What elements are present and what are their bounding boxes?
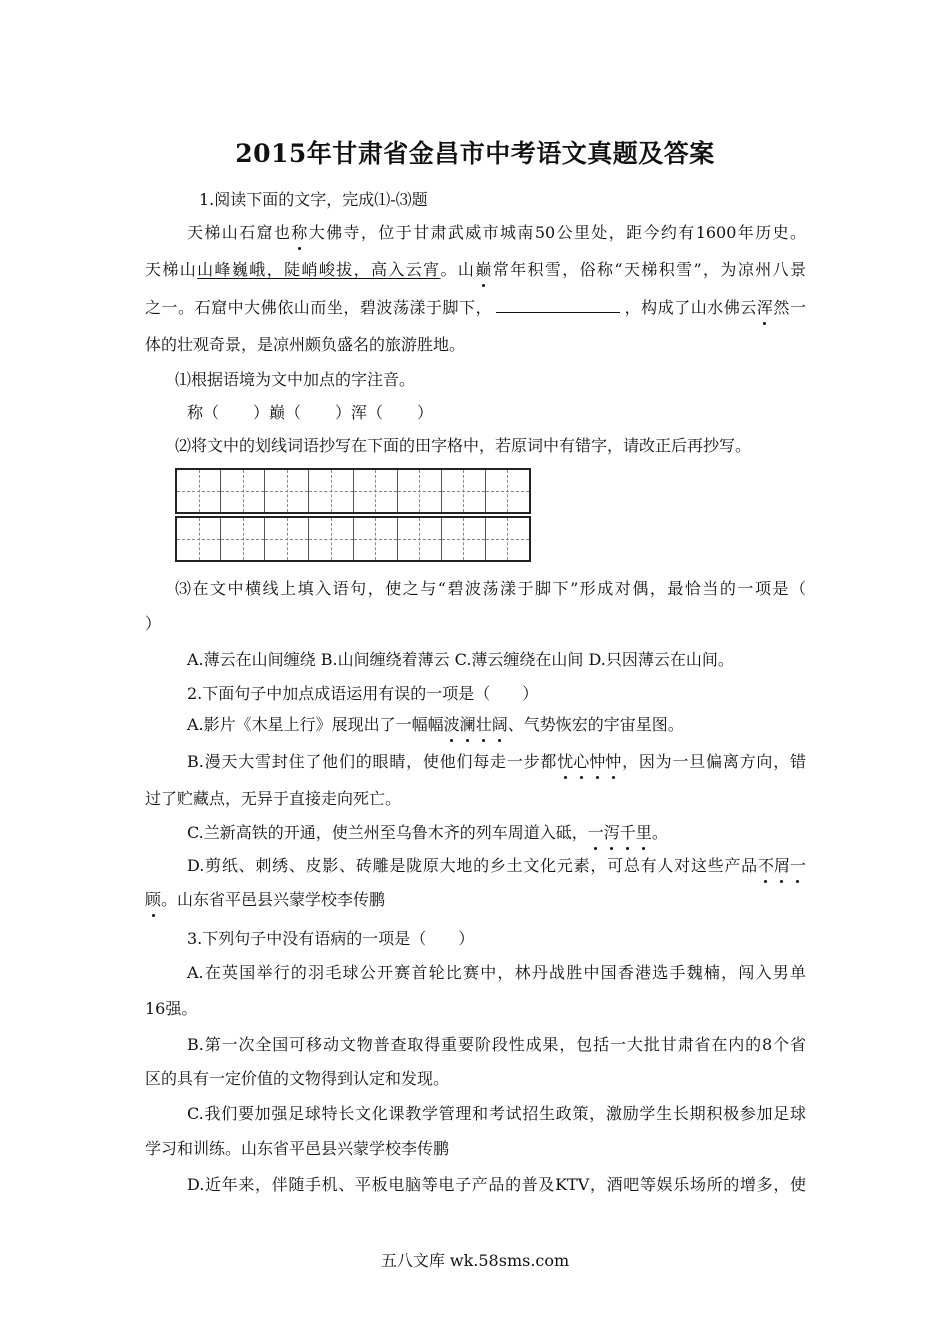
grid-cell[interactable] <box>309 518 353 560</box>
q1-stem: 1.阅读下面的文字，完成⑴-⑶题 <box>199 190 428 209</box>
q1-passage-line-2 <box>145 259 806 281</box>
q3-stem: 3.下列句子中没有语病的一项是（ ） <box>187 929 475 948</box>
text: D.剪纸、刺绣、皮影、砖雕是陇原大地的乡土文化元素，可总有人对这些产品 <box>187 856 758 875</box>
text: 称（ <box>187 403 220 422</box>
text: 、气势恢宏的宇宙星图。 <box>507 715 684 734</box>
text: A.影片《木星上行》展现出了一幅幅 <box>187 715 444 734</box>
dotted-char: 一 <box>587 823 604 842</box>
footer-watermark: 五八文库 wk.58sms.com <box>380 1251 570 1270</box>
grid-cell[interactable] <box>442 518 486 560</box>
grid-cell[interactable] <box>486 470 529 512</box>
grid-cell[interactable] <box>486 518 529 560</box>
q2-option-d <box>187 855 806 877</box>
grid-cell[interactable] <box>221 470 265 512</box>
q1-passage-line-4: 体的壮观奇景，是凉州颇负盛名的旅游胜地。 <box>145 335 466 354</box>
q2-option-b <box>187 751 806 773</box>
grid-cell[interactable] <box>177 470 221 512</box>
text: 之一。石窟中大佛依山而坐，碧波荡漾于脚下， <box>145 298 493 317</box>
text: ，因为一旦偏离方向，错 <box>621 752 806 771</box>
grid-cell[interactable] <box>354 518 398 560</box>
text: 天梯山石窟也 <box>187 223 292 242</box>
dotted-char: 顾 <box>145 890 162 909</box>
grid-cell[interactable] <box>265 470 309 512</box>
dotted-char: 一 <box>789 856 806 875</box>
q1-sub1: ⑴根据语境为文中加点的字注音。 <box>175 370 416 389</box>
text: 常年积雪，俗称“天梯积雪”，为凉州八景 <box>491 260 806 279</box>
dotted-char: 屑 <box>773 856 790 875</box>
dotted-char: 阔 <box>491 715 508 734</box>
q1-sub2: ⑵将文中的划线词语抄写在下面的田字格中，若原词中有错字，请改正后再抄写。 <box>175 436 752 455</box>
text: 。 <box>651 823 668 842</box>
text: ）巅（ <box>253 403 302 422</box>
dotted-char: 波 <box>443 715 460 734</box>
dotted-char: 忧 <box>557 752 574 771</box>
dotted-char: 泻 <box>603 823 620 842</box>
q2-option-c <box>187 822 668 844</box>
text: B.漫天大雪封住了他们的眼睛，使他们每走一步都 <box>187 752 558 771</box>
grid-cell[interactable] <box>354 470 398 512</box>
q1-sub3-close: ） <box>145 614 162 633</box>
text: C.兰新高铁的开通，使兰州至乌鲁木齐的列车周道入砥， <box>187 823 588 842</box>
dotted-char: 巅 <box>475 260 492 279</box>
grid-cell[interactable] <box>309 470 353 512</box>
q1-passage-line-3 <box>145 296 806 319</box>
q3-option-c: C.我们要加强足球特长文化课教学管理和考试招生政策，激励学生长期积极参加足球 <box>187 1104 806 1123</box>
dotted-char: 称 <box>291 223 308 242</box>
q3-option-a-line2: 16强。 <box>145 999 198 1018</box>
q2-option-b-line2: 过了贮藏点，无异于直接走向死亡。 <box>145 789 402 808</box>
grid-cell[interactable] <box>221 518 265 560</box>
text: 。山东省平邑县兴蒙学校李传鹏 <box>161 890 386 909</box>
dotted-char: 里 <box>635 823 652 842</box>
dotted-char: 忡 <box>589 752 606 771</box>
grid-cell[interactable] <box>442 470 486 512</box>
grid-cell[interactable] <box>398 470 442 512</box>
tianzige-row-2[interactable] <box>175 516 531 562</box>
text: 大佛寺，位于甘肃武威市城南50公里处，距今约有1600年历史。 <box>307 223 806 242</box>
underlined-phrase: 山峰巍峨，陡峭峻拔，高入云宵 <box>197 260 441 279</box>
q2-option-d-line2 <box>145 889 385 911</box>
dotted-char: 不 <box>757 856 774 875</box>
q3-option-b: B.第一次全国可移动文物普查取得重要阶段性成果，包括一大批甘肃省在内的8个省 <box>187 1035 806 1054</box>
text: ）浑（ <box>335 403 384 422</box>
grid-cell[interactable] <box>265 518 309 560</box>
dotted-char: 壮 <box>475 715 492 734</box>
fill-in-blank[interactable] <box>496 296 620 313</box>
q1-options: A.薄云在山间缠绕 B.山间缠绕着薄云 C.薄云缠绕在山间 D.只因薄云在山间。 <box>187 650 734 669</box>
q2-option-a <box>187 714 684 736</box>
grid-cell[interactable] <box>177 518 221 560</box>
dotted-char: 心 <box>573 752 590 771</box>
q3-option-c-line2: 学习和训练。山东省平邑县兴蒙学校李传鹏 <box>145 1139 450 1158</box>
page-title: 2015年甘肃省金昌市中考语文真题及答案 <box>235 139 715 168</box>
text: 。山 <box>440 260 476 279</box>
text: ） <box>417 403 434 422</box>
q2-stem: 2.下面句子中加点成语运用有误的一项是（ ） <box>187 684 539 703</box>
q3-option-a: A.在英国举行的羽毛球公开赛首轮比赛中，林丹战胜中国香港选手魏楠，闯入男单 <box>187 963 806 982</box>
dotted-char: 千 <box>619 823 636 842</box>
q1-sub1-answers <box>187 402 433 424</box>
text: ，构成了山水佛云 <box>624 298 757 317</box>
dotted-char: 忡 <box>605 752 622 771</box>
text: 天梯山 <box>145 260 198 279</box>
q1-passage-line-1 <box>187 222 806 244</box>
q3-option-b-line2: 区的具有一定价值的文物得到认定和发现。 <box>145 1069 450 1088</box>
q3-option-d: D.近年来，伴随手机、平板电脑等电子产品的普及KTV，酒吧等娱乐场所的增多，使 <box>187 1175 806 1194</box>
dotted-char: 澜 <box>459 715 476 734</box>
dotted-char: 浑 <box>756 298 773 317</box>
grid-cell[interactable] <box>398 518 442 560</box>
q1-sub3: ⑶在文中横线上填入语句，使之与“碧波荡漾于脚下”形成对偶，最恰当的一项是（ <box>175 579 806 598</box>
text: 然一 <box>772 298 806 317</box>
tianzige-row-1[interactable] <box>175 468 531 514</box>
